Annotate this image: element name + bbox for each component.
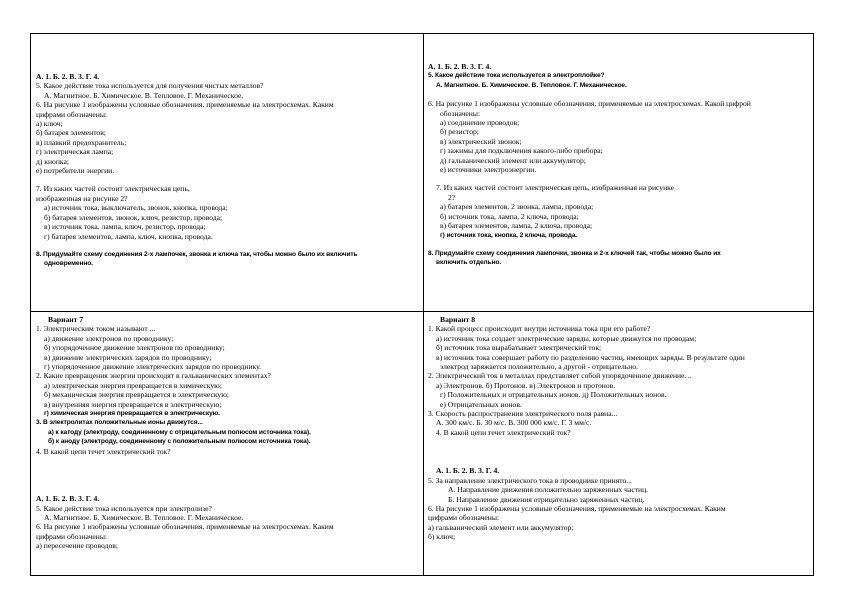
- cell-bottom-left: [36, 315, 420, 573]
- question-6-text-cont: цифрами обозначены:: [428, 513, 500, 523]
- question-2-options: е) Отрицательных ионов.: [440, 399, 522, 409]
- question-2-options: г) Положительных и отрицательных ионов. д) Положительных ионов.: [440, 390, 667, 400]
- question-5: 5. Какое действие тока используется при электролизе?: [36, 503, 212, 513]
- question-6-item: а) гальванический элемент или аккумулятор;: [428, 522, 574, 532]
- question-2-item: в) внутренняя энергия превращается в электрическую;: [44, 399, 222, 409]
- column-divider: [423, 34, 424, 575]
- question-8-text-cont: одновременно.: [44, 260, 93, 268]
- question-1-item: в) движение электрических зарядов по проводнику;: [44, 352, 212, 362]
- answer-row: А. 1. Б. 2. В. 3. Г. 4.: [428, 62, 492, 71]
- question-7-text: 7. Из каких частей состоит электрическая цепь,: [36, 184, 190, 194]
- question-4: 4. В какой цепи течет электрический ток?: [36, 446, 171, 456]
- question-1-item: а) движение электронов по проводнику;: [44, 333, 174, 343]
- question-5: 5. Какое действие тока используется для получения чистых металлов?: [36, 81, 264, 91]
- question-2: 2. Электрический ток в металлах представляет собой упорядоченное движение…: [428, 371, 693, 381]
- question-2: 2. Какие превращения энергии происходят в гальванических элементах?: [36, 371, 271, 381]
- question-7-text-cont: изображенная на рисунке 2?: [36, 193, 128, 203]
- question-1: 1. Электрическим током называют ...: [36, 324, 156, 334]
- question-5-option-a: А. Направление движения положительно заряженных частиц.: [448, 485, 649, 495]
- question-6-text-cont: цифрами обозначены:: [36, 531, 108, 541]
- question-5-options: А. Магнитное. Б. Химическое. В. Тепловое. Г. Механическое.: [44, 512, 244, 522]
- answer-row: А. 1. Б. 2. В. 3. Г. 4.: [436, 466, 500, 476]
- question-6-item: а) соединение проводов;: [440, 118, 520, 128]
- question-6-item: в) электрический звонок;: [440, 136, 522, 146]
- question-2-item: а) электрическая энергия превращается в химическую;: [44, 380, 222, 390]
- question-7-item: г) источник тока, кнопка, 2 ключа, провода.: [440, 231, 578, 239]
- question-1-item: б) упорядоченное движение электронов по проводнику;: [44, 343, 225, 353]
- question-3-item: а) к катоду (электроду, соединенному с отрицательным полюсом источника тока).: [48, 428, 311, 436]
- variant-title: Вариант 8: [440, 315, 476, 324]
- question-3-options: А. 300 км/с. Б. 30 м/с. В. 300 000 км/с. Г. 3 мм/с.: [436, 418, 592, 428]
- question-7-item: а) источник тока, выключатель, звонок, кнопка, провода;: [44, 203, 228, 213]
- worksheet-table: [30, 33, 814, 576]
- question-8-text-cont: включить отдельно.: [436, 259, 502, 267]
- question-6-item: б) батарея элементов;: [36, 128, 106, 138]
- answer-row: А. 1. Б. 2. В. 3. Г. 4.: [36, 72, 100, 81]
- question-8-text: 8. Придумайте схему соединения лампочки, звонка и 2-х ключей так, чтобы можно было их: [428, 249, 721, 257]
- question-7-item: в) батарея элементов, лампа, 2 ключа, провода;: [440, 221, 593, 231]
- question-1-item-cont: электрод заряжается положительно, а другой - отрицательно.: [440, 362, 638, 372]
- question-7-item: б) батарея элементов, звонок, ключ, резистор, провода;: [44, 212, 223, 222]
- row-divider: [31, 311, 813, 312]
- question-5: 5. Какое действие тока используется в электроплойке?: [428, 72, 605, 80]
- cell-top-right: [428, 62, 812, 310]
- question-3: 3. Скорость распространения электрического поля равна...: [428, 409, 618, 419]
- question-7-item: б) источник тока, лампа, 2 ключа, провода;: [440, 211, 579, 221]
- question-7-item: а) батарея элементов, 2 звонка, лампа, провода;: [440, 202, 594, 212]
- question-7-text: 7. Из каких частей состоит электрическая цепь, изображенная на рисунке: [436, 183, 675, 193]
- question-1: 1. Какой процесс происходит внутри источника тока при его работе?: [428, 324, 651, 334]
- question-1-item: а) источник тока создает электрические заряды, которые движутся по проводам;: [436, 333, 697, 343]
- question-5: 5. За направление электрического тока в проводнике принято...: [428, 475, 632, 485]
- question-2-item: б) механическая энергия превращается в электрическую;: [44, 390, 229, 400]
- question-1-item: г) упорядоченное движение электрических зарядов по проводнику.: [44, 362, 262, 372]
- question-3-item: б) к аноду (электроду, соединенному с положительным полюсом источника тока).: [48, 438, 311, 446]
- question-4: 4. В какой цепи течет электрический ток?: [436, 427, 571, 437]
- variant-title: Вариант 7: [48, 315, 84, 324]
- answer-row: А. 1. Б. 2. В. 3. Г. 4.: [36, 494, 100, 504]
- question-1-item: б) источник тока вырабатывает электрический ток;: [436, 343, 602, 353]
- question-6-item: д) гальванический элемент или аккумулятор;: [440, 155, 586, 165]
- question-3: 3. В электролитах положительные ионы движутся...: [36, 419, 203, 427]
- question-6-text: 6. На рисунке 1 изображены условные обозначения, применяемые на электросхемах. Каким: [36, 522, 334, 532]
- question-6-item: б) резистор;: [440, 127, 479, 137]
- question-7-text-cont: 2?: [448, 192, 456, 202]
- question-2-options: а) Электронов. б) Протонов. в) Электронов и протонов.: [436, 380, 616, 390]
- question-6-item: е) источники электроэнергии.: [440, 165, 537, 175]
- question-7-item: в) источник тока, лампа, ключ, резистор, провода;: [44, 222, 206, 232]
- question-6-item: г) зажимы для подключения какого-либо прибора;: [440, 146, 603, 156]
- question-6-item: а) пересечение проводов;: [36, 541, 118, 551]
- question-6-text: 6. На рисунке 1 изображены условные обозначения, применяемые на электросхемах. Каким: [428, 503, 726, 513]
- question-6-item: б) ключ;: [428, 532, 456, 542]
- question-6-item: е) потребители энергии.: [36, 166, 115, 176]
- question-6-item: а) ключ;: [36, 119, 63, 129]
- question-6-text: 6. На рисунке 1 изображены условные обозначения, применяемые на электросхемах. Какой цифрой: [428, 99, 751, 109]
- question-2-item: г) химическая энергия превращается в электрическую.: [44, 410, 220, 418]
- cell-top-left: [36, 72, 420, 308]
- question-6-text-cont: цифрами обозначены:: [36, 109, 108, 119]
- question-6-text-cont: обозначены:: [440, 108, 481, 118]
- question-5-options: А. Магнитное. Б. Химическое. В. Тепловое. Г. Механическое.: [436, 81, 627, 89]
- question-7-item: г) батарея элементов, лампа, ключ, кнопка, провода.: [44, 231, 213, 241]
- question-6-item: г) электрическая лампа;: [36, 147, 114, 157]
- question-6-text: 6. На рисунке 1 изображены условные обозначения, применяемые на электросхемах. Каким: [36, 100, 334, 110]
- question-5-options: А. Магнитное. Б. Химическое. В. Тепловое. Г. Механическое.: [44, 90, 244, 100]
- question-8-text: 8. Придумайте схему соединения 2-х лампочек, звонка и ключа так, чтобы можно было их включить: [36, 250, 358, 258]
- question-5-option-b: Б. Направление движения отрицательно заряженных частиц.: [448, 494, 645, 504]
- question-6-item: д) кнопка;: [36, 156, 69, 166]
- question-1-item: в) источник тока совершает работу по разделению частиц, имеющих заряды. В результате один: [436, 352, 745, 362]
- question-6-item: в) плавкий предохранитель;: [36, 137, 127, 147]
- cell-bottom-right: [428, 315, 812, 573]
